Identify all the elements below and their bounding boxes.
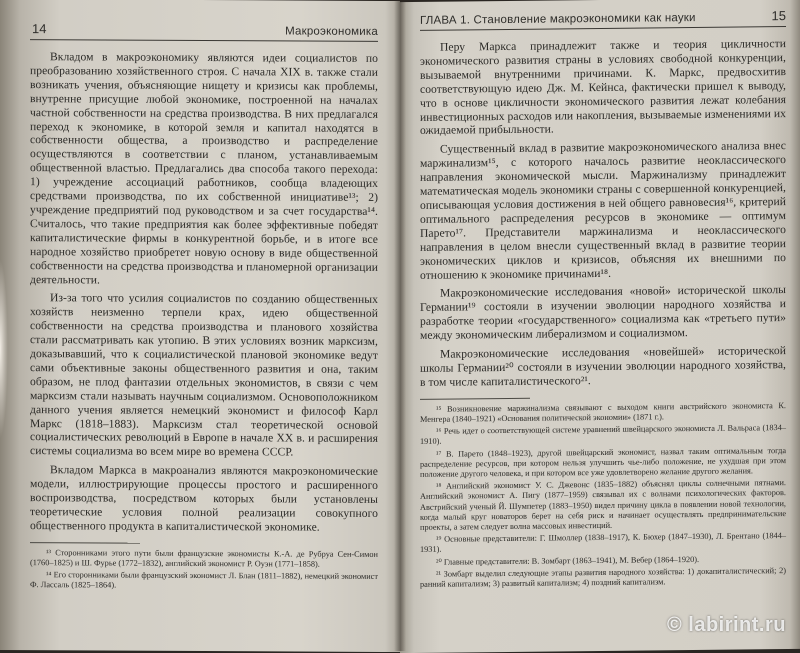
right-paragraph: Существенный вклад в развитие макроэкономического анализа внес маржинализм¹⁵, с которого началось развитие неоклассического направления экономической мысли. Маржинализму принадлежит математическая модель экономики страны с совершенной конкуренцией, описывающая условия достижения в ней общего равновесия¹⁶, критерий оптимального распределения ресурсов в экономике — оптимум Парето¹⁷. Представители маржинализма и неоклассического направления в целом внесли существенный вклад в развитие теории экономических циклов и кризисов, объясняя их внешними по отношению к экономике причинами¹⁸. [420, 139, 786, 282]
footnote: ²⁰ Главные представители: В. Зомбарт (1863–1941), М. Вебер (1864–1920). [436, 554, 700, 567]
page-edge-highlight [0, 259, 8, 439]
footnote-divider [420, 397, 530, 399]
right-page-body [420, 37, 786, 390]
footnote-divider [30, 542, 140, 544]
left-paragraph: Вкладом Маркса в макроанализ являются макроэкономические модели, иллюстрирующие процессы простого и расширенного воспроизводства, посредством которых были установлены теоретические условия полной реализации совокупного общественного продукта в капиталистической экономике. [30, 463, 378, 534]
right-footnotes [420, 401, 786, 590]
right-paragraph: Макроэкономические исследования «новой» исторической школы Германии¹⁹ состояли в изучении эволюции народного хозяйства и разработке теории «государственного» социализма как «третьего пути» между экономическим либерализмом и социализмом. [420, 283, 786, 343]
right-paragraph: Перу Маркса принадлежит также и теория цикличности экономического развития страны в условиях свободной конкуренции, вызываемой внутренними причинами. К. Маркс, предвосхитив соответствующую идею Дж. М. Кейнса, фактически пришел к выводу, что в основе цикличности экономического развития лежат колебания инвестиционных расходов или накопления, вызываемые изменениями их ожидаемой прибыльности. [420, 37, 786, 138]
left-footnotes [30, 548, 378, 593]
footnote: ¹⁸ Английский экономист У. С. Джевонс (1835–1882) объяснял циклы солнечными пятнами. Английский экономист А. Пигу (1877–1959) связывал их с волнами психологических факторов. Австрийский ученый Й. Шумпетер (1883–1950) видел причину цикла в появлении новой технологии, когда малый круг новаторов берет на себя риск и начинает осуществлять предпринимательские проекты, а затем следует волна массовых инвестиций. [420, 478, 786, 532]
footnote: ¹⁴ Его сторонниками были французский экономист Л. Блан (1811–1882), немецкий экономист Ф. Лассаль (1825–1864). [30, 570, 378, 590]
left-page [0, 0, 400, 652]
right-page-header [420, 8, 786, 31]
watermark: © labirint.ru [666, 614, 786, 636]
left-running-head: Макроэкономика [285, 25, 378, 38]
footnote: ¹⁷ В. Парето (1848–1923), другой швейцарский экономист, назвал таким оптимальным тогда распределение ресурсов, при котором нельзя улучшить чье-либо положение, не ухудшая при этом положение другого человека, и при котором все уже удовлетворено желание другого желания. [420, 445, 786, 479]
left-page-body [30, 50, 378, 535]
right-paragraph: Макроэкономические исследования «новейшей» исторической школы Германии²⁰ состояли в изучении эволюции народного хозяйства, в том числе капиталистического²¹. [420, 344, 786, 389]
footnote: ¹³ Сторонниками этого пути были французские экономисты К.-А. де Рубруа Сен-Симон (1760–1825) и Ш. Фурье (1772–1832), английский экономист Р. Оуэн (1771–1858). [30, 548, 378, 569]
left-page-number: 14 [32, 21, 47, 37]
left-paragraph: Вкладом в макроэкономику являются идеи социалистов по преобразованию хозяйственного строя. С начала XIX в. также стали возникать учения, объясняющие нищету и кризисы как проблемы, внутренне присущие любой экономике, построенной на началах частной собственности на средства производства. В них предлагался переход к экономике, в которой земля и капитал находятся в собственности общества, а производство и распределение осуществляются в соответствии с планом, устанавливаемым общественной властью. Предлагались два способа такого перехода: 1) учреждение ассоциаций работников, сообща владеющих средствами производства, по их собственной инициативе¹³; 2) учреждение предприятий под руководством и за счет государства¹⁴. Считалось, что такие предприятия как более эффективные победят капиталистические фирмы в конкурентной борьбе, и в итоге все народное хозяйство приобретет новую основу в виде общественной собственности на средства производства и планомерной организации деятельности. [30, 50, 378, 286]
footnote: ¹⁹ Основные представители: Г. Шмоллер (1838–1917), К. Бюхер (1847–1930), Л. Брентано (1844–1931). [420, 531, 786, 555]
footnote: ²¹ Зомбарт выделил следующие этапы развития народного хозяйства: 1) докапиталистический; 2) ранний капитализм; 3) развитый капитализм; 4) поздний капитализм. [420, 565, 786, 589]
left-page-header [30, 21, 378, 42]
right-running-head: ГЛАВА 1. Становление макроэкономики как науки [420, 11, 696, 27]
footnote: ¹⁵ Возникновение маржинализма связывают с выходом книги австрийского экономиста К. Менгера (1840–1921) «Основания политической экономии» (1871 г.). [420, 400, 786, 424]
right-page-number: 15 [771, 8, 786, 24]
right-page [400, 0, 800, 653]
left-paragraph: Из-за того что усилия социалистов по созданию общественных хозяйств неизменно терпели крах, идею общественной собственности на средства производства и планового хозяйства стали рассматривать как утопию. В этих условиях возник марксизм, доказывавший, что к социалистической плановой экономике ведут сами объективные законы общественного развития и она, таким образом, не плод фантазии отдельных экономистов, в связи с чем марксизм стали называть научным социализмом. Основоположником данного учения является немецкий экономист и философ Карл Маркс (1818–1883). Марксизм стал теоретической основой социалистических революций в Европе в начале XX в. и расширения системы социализма во всем мире во времена СССР. [30, 291, 378, 459]
footnote: ¹⁶ Речь идет о соответствующей системе уравнений швейцарского экономиста Л. Вальраса (1834–1910). [420, 423, 786, 447]
